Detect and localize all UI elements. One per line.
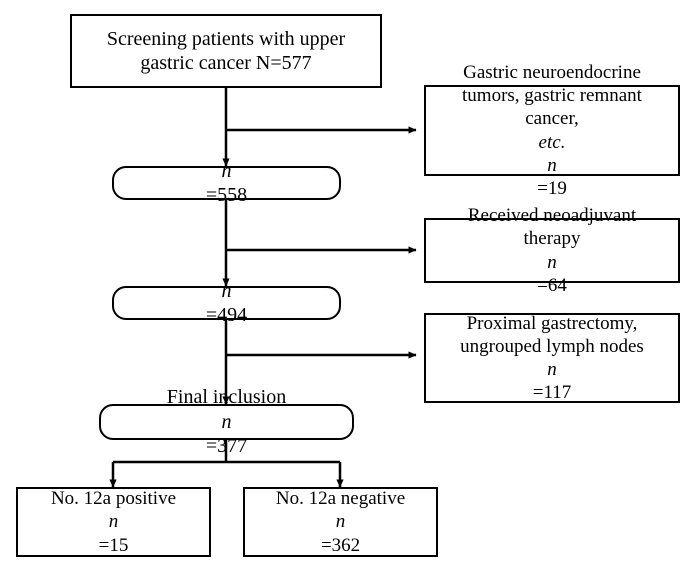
node-final-inclusion-label: Final inclusion n =377 xyxy=(166,386,287,458)
node-remaining-494 xyxy=(112,279,341,326)
node-screening-line2: gastric cancer N=577 xyxy=(140,52,312,74)
node-excluded-proximal-gastrectomy xyxy=(424,313,680,403)
node-excluded-neuroendocrine xyxy=(424,61,680,199)
node-screening xyxy=(70,14,382,88)
node-12a-negative xyxy=(243,487,438,557)
node-remaining-558-label: n =558 xyxy=(205,159,248,206)
node-excluded-3-line3: n =117 xyxy=(532,359,572,404)
node-final-inclusion xyxy=(99,386,354,458)
node-excluded-2-line1: Received neoadjuvant xyxy=(467,205,637,227)
node-excluded-3-line2: ungrouped lymph nodes xyxy=(460,335,644,357)
node-remaining-558 xyxy=(112,159,341,206)
node-remaining-494-label: n =494 xyxy=(205,279,248,326)
node-excluded-1-line2: tumors, gastric remnant xyxy=(462,85,642,107)
node-excluded-neoadjuvant xyxy=(424,205,680,296)
node-excluded-1-line1: Gastric neuroendocrine xyxy=(463,61,641,83)
node-excluded-2-line2: therapy n =64 xyxy=(523,228,581,296)
node-12a-positive-line1: No. 12a positive xyxy=(50,488,177,510)
node-12a-positive-line2: n =15 xyxy=(98,511,129,556)
node-excluded-3-line1: Proximal gastrectomy, xyxy=(466,312,638,334)
node-screening-line1: Screening patients with upper xyxy=(106,27,346,50)
node-excluded-1-line3: cancer, etc. n =19 xyxy=(525,108,579,199)
node-12a-negative-line2: n =362 xyxy=(320,511,361,556)
node-12a-positive xyxy=(16,487,211,557)
node-12a-negative-line1: No. 12a negative xyxy=(275,488,406,510)
